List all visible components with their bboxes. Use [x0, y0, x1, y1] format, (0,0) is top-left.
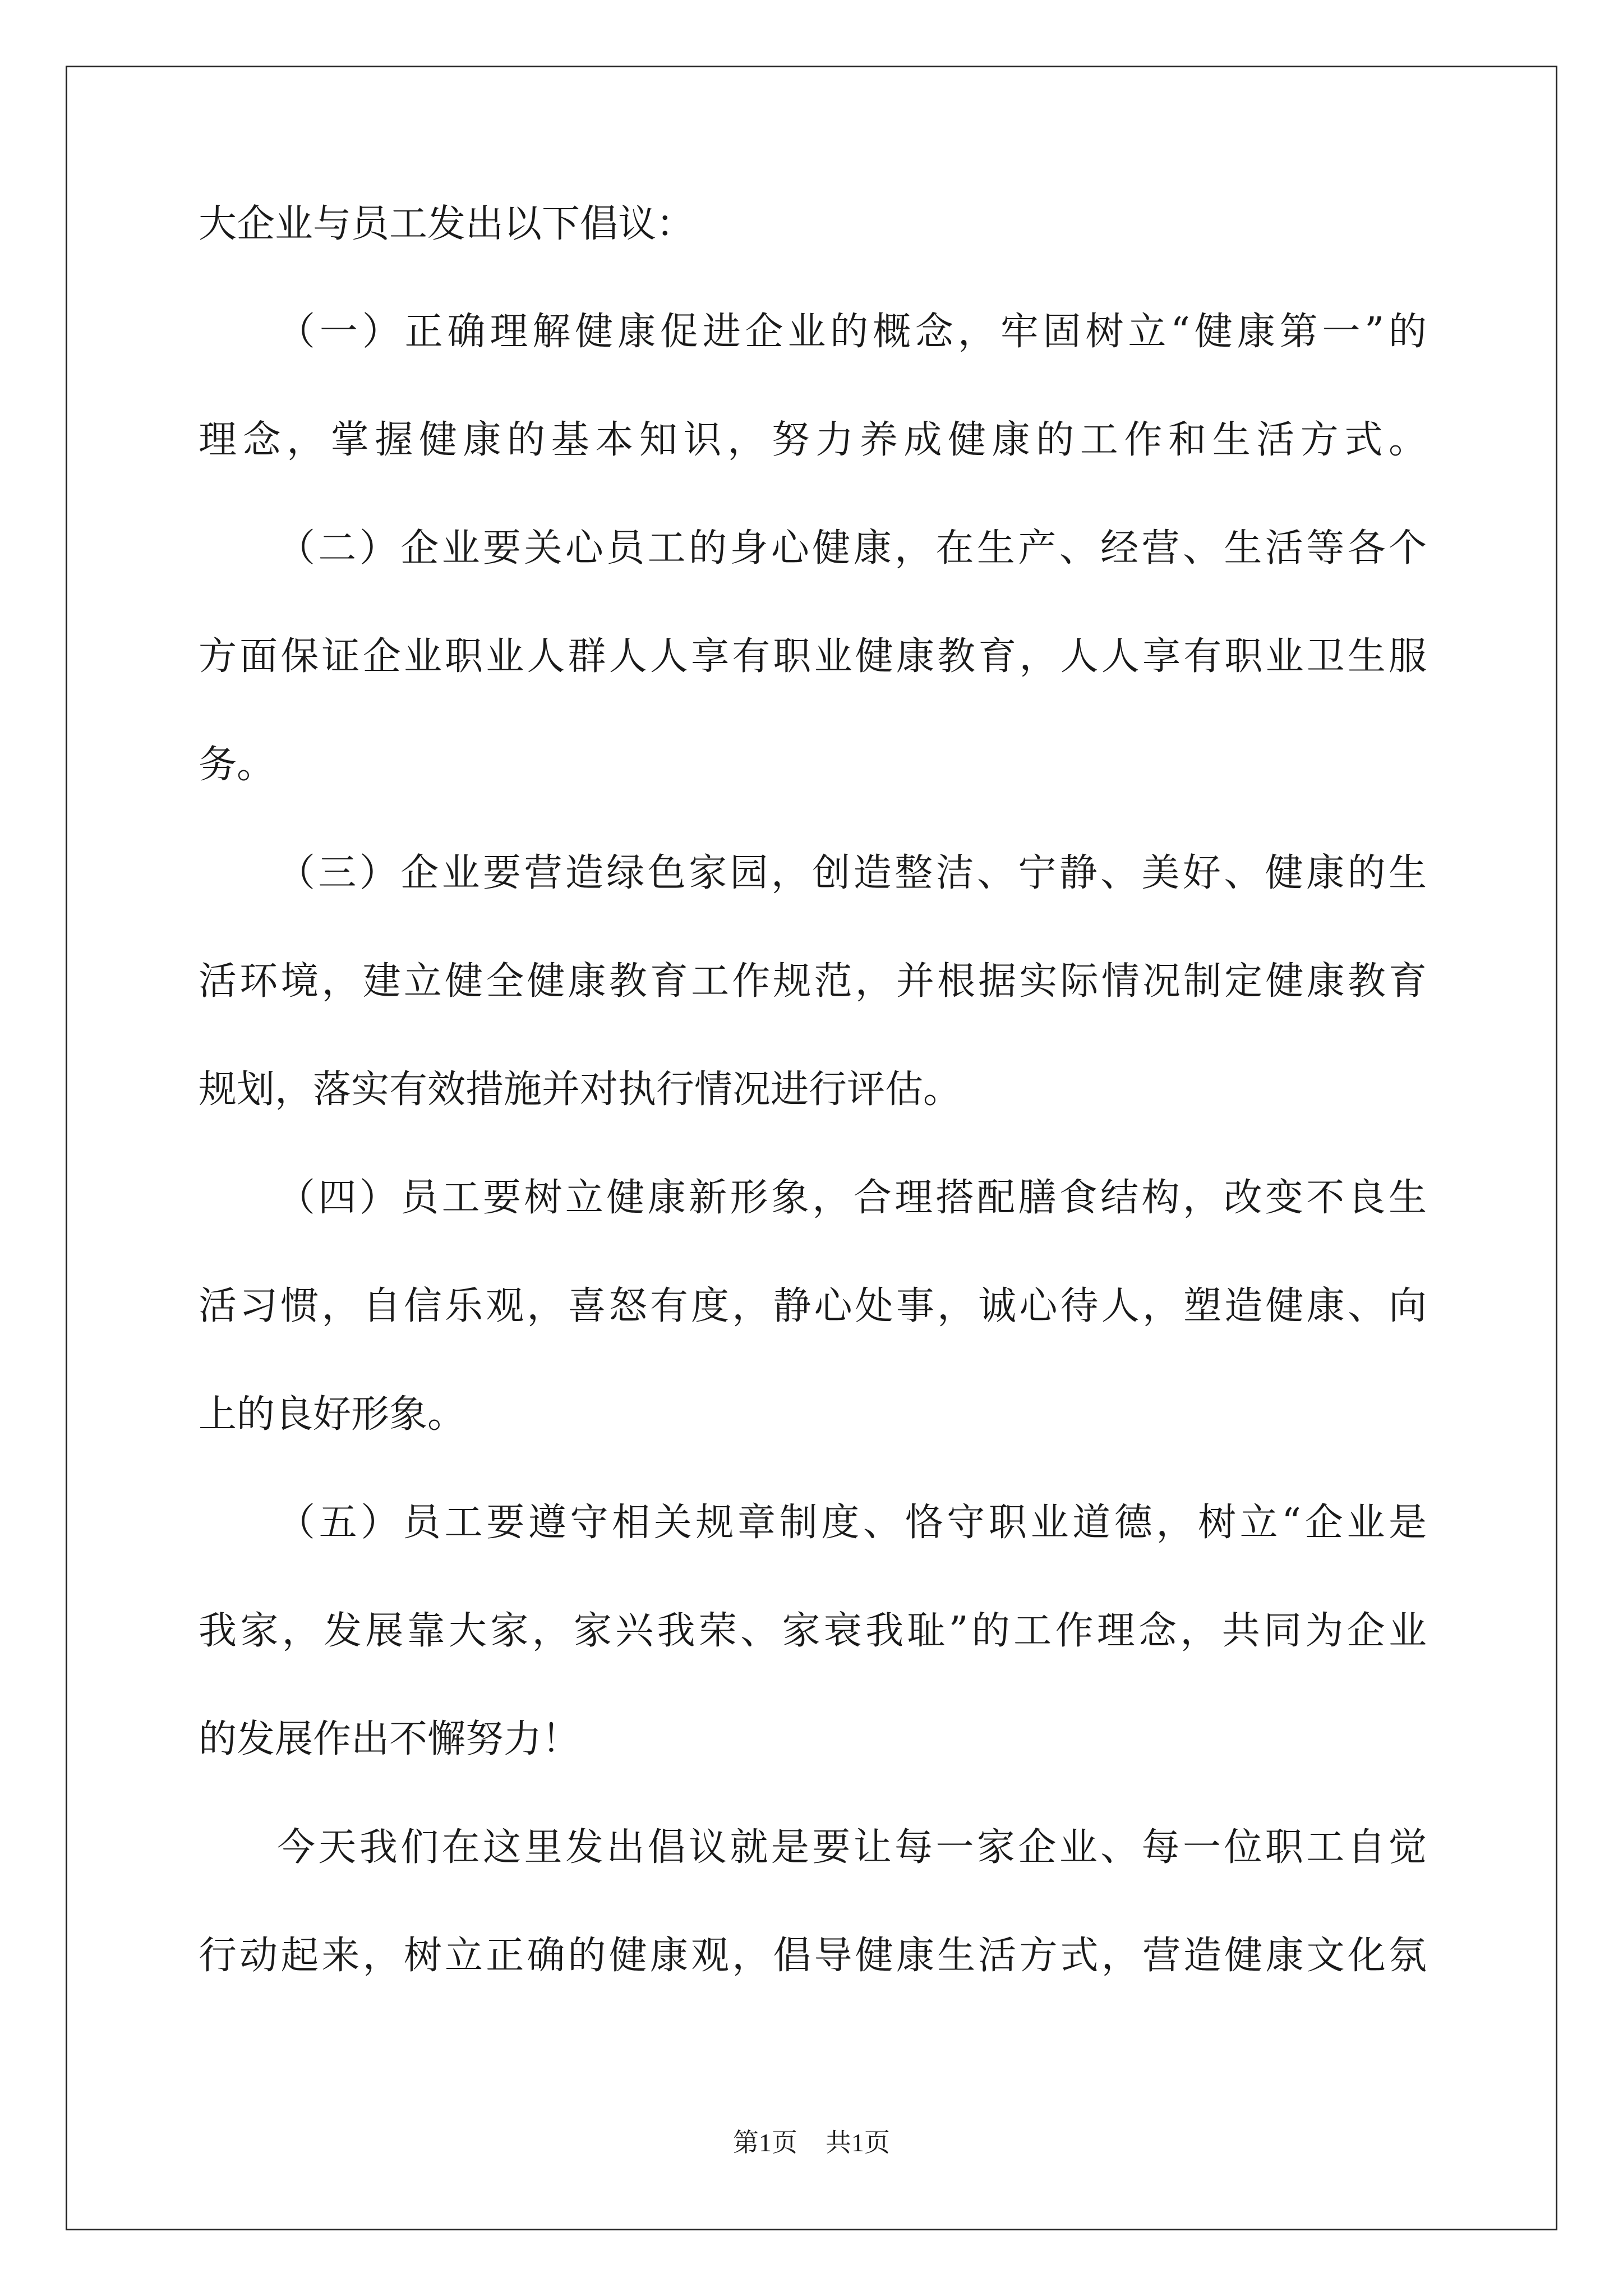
- text-line: （二）企业要关心员工的身心健康，在生产、经营、生活等各个: [277, 526, 1427, 570]
- text-line: （三）企业要营造绿色家园，创造整洁、宁静、美好、健康的生: [277, 851, 1427, 895]
- text-line: 务。: [199, 743, 275, 787]
- page-total: 共1页: [826, 2128, 890, 2157]
- text-line: 的发展作出不懈努力！: [199, 1717, 580, 1761]
- text-line: （一）正确理解健康促进企业的概念，牢固树立“健康第一”的: [277, 310, 1427, 354]
- text-line: 今天我们在这里发出倡议就是要让每一家企业、每一位职工自觉: [277, 1825, 1427, 1870]
- text-line: （五）员工要遵守相关规章制度、恪守职业道德，树立“企业是: [277, 1501, 1427, 1545]
- text-line: 我家，发展靠大家，家兴我荣、家衰我耻”的工作理念，共同为企业: [199, 1609, 1427, 1653]
- page-number: 第1页: [733, 2128, 797, 2157]
- text-line: 规划，落实有效措施并对执行情况进行评估。: [199, 1068, 962, 1112]
- page-border: [66, 66, 1557, 2230]
- page-footer: [0, 2126, 1623, 2160]
- text-line: 理念，掌握健康的基本知识，努力养成健康的工作和生活方式。: [199, 418, 1427, 462]
- text-line: 行动起来，树立正确的健康观，倡导健康生活方式，营造健康文化氛: [199, 1934, 1427, 1978]
- text-line: 上的良好形象。: [199, 1392, 466, 1437]
- text-line: 方面保证企业职业人群人人享有职业健康教育，人人享有职业卫生服: [199, 634, 1427, 679]
- text-line: （四）员工要树立健康新形象，合理搭配膳食结构，改变不良生: [277, 1176, 1427, 1220]
- text-line: 大企业与员工发出以下倡议：: [199, 202, 695, 246]
- text-line: 活环境，建立健全健康教育工作规范，并根据实际情况制定健康教育: [199, 959, 1427, 1004]
- text-line: 活习惯，自信乐观，喜怒有度，静心处事，诚心待人，塑造健康、向: [199, 1284, 1427, 1328]
